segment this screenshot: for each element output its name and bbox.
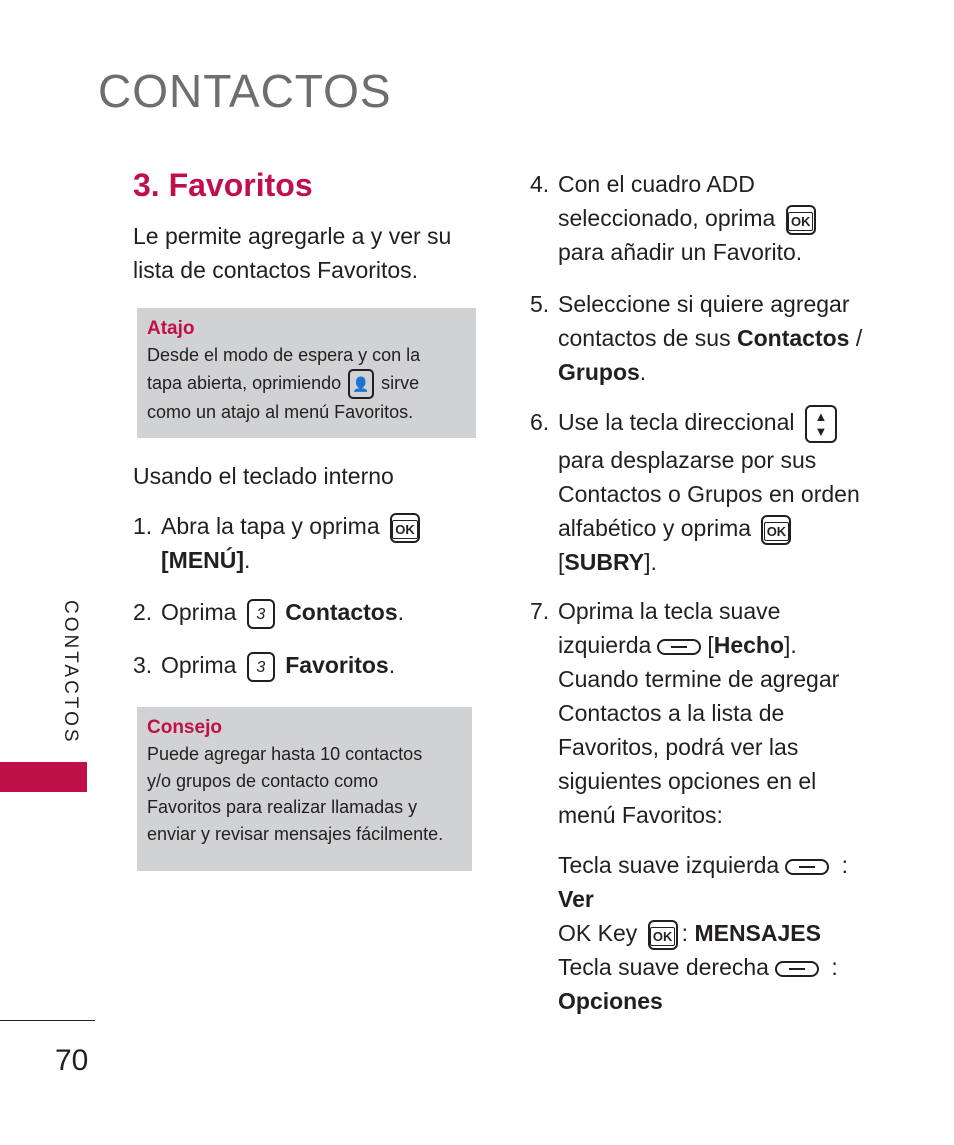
page-number: 70 xyxy=(55,1044,89,1077)
step-5: 5. Seleccione si quiere agregar contactos de sus Contactos / Grupos. xyxy=(530,291,863,385)
step-6: 6. Use la tecla direccional ▲ ▼ para desplazarse por sus Contactos o Grupos en orden alfabético y oprima OK [SUBRY]. xyxy=(530,405,910,580)
subheading: Usando el teclado interno xyxy=(133,463,394,489)
tip-line: y/o grupos de contacto como xyxy=(147,770,379,791)
ok-key-icon: OK xyxy=(786,205,816,235)
right-soft-key-icon xyxy=(775,961,819,977)
step-2: 2. Oprima 3 Contactos. xyxy=(133,595,463,631)
side-accent-bar xyxy=(0,762,87,792)
shortcut-line: como un atajo al menú Favoritos. xyxy=(147,401,414,422)
tip-line: enviar y revisar mensajes fácilmente. xyxy=(147,823,444,844)
three-key-icon: 3 xyxy=(247,599,275,629)
intro-line: lista de contactos Favoritos. xyxy=(133,257,419,283)
left-soft-key-icon xyxy=(657,639,701,655)
shortcut-note xyxy=(137,308,476,438)
ok-key-icon: OK xyxy=(761,515,791,545)
left-soft-key-icon xyxy=(785,859,829,875)
step-3: 3. Oprima 3 Favoritos. xyxy=(133,648,463,684)
step-7: 7. Oprima la tecla suave izquierda [Hecho]. Cuando termine de agregar Contactos a la lista de Favoritos, podrá ver las siguientes opciones en el menú Favoritos: xyxy=(530,598,840,828)
step-1: 1. Abra la tapa y oprima OK [MENÚ]. xyxy=(133,509,463,579)
page-title: CONTACTOS xyxy=(98,65,392,117)
shortcut-line: tapa abierta, oprimiendo 👤 sirve xyxy=(147,369,466,399)
step-4: 4. Con el cuadro ADD seleccionado, oprima OK para añadir un Favorito. xyxy=(530,167,910,271)
tip-title: Consejo xyxy=(147,717,222,738)
ok-key-icon: OK xyxy=(390,513,420,543)
ok-key-icon: OK xyxy=(648,920,678,950)
tip-note xyxy=(137,707,472,871)
shortcut-title: Atajo xyxy=(147,318,195,339)
tip-line: Favoritos para realizar llamadas y xyxy=(147,797,418,817)
side-section-label: CONTACTOS xyxy=(60,600,81,745)
section-title: 3. Favoritos xyxy=(133,167,313,203)
three-key-icon: 3 xyxy=(247,652,275,682)
options-list: Tecla suave izquierda : Ver OK Key OK : MENSAJES Tecla suave derecha : Opciones xyxy=(558,852,848,1014)
tip-line: Puede agregar hasta 10 contactos xyxy=(147,744,423,764)
shortcut-line: Desde el modo de espera y con la xyxy=(147,345,421,365)
intro-line: Le permite agregarle a y ver su xyxy=(133,223,452,249)
navigation-key-icon: ▲ ▼ xyxy=(805,405,837,443)
favorites-key-icon: 👤 xyxy=(348,369,374,399)
intro-text xyxy=(133,219,451,287)
footer-rule xyxy=(0,1020,95,1021)
